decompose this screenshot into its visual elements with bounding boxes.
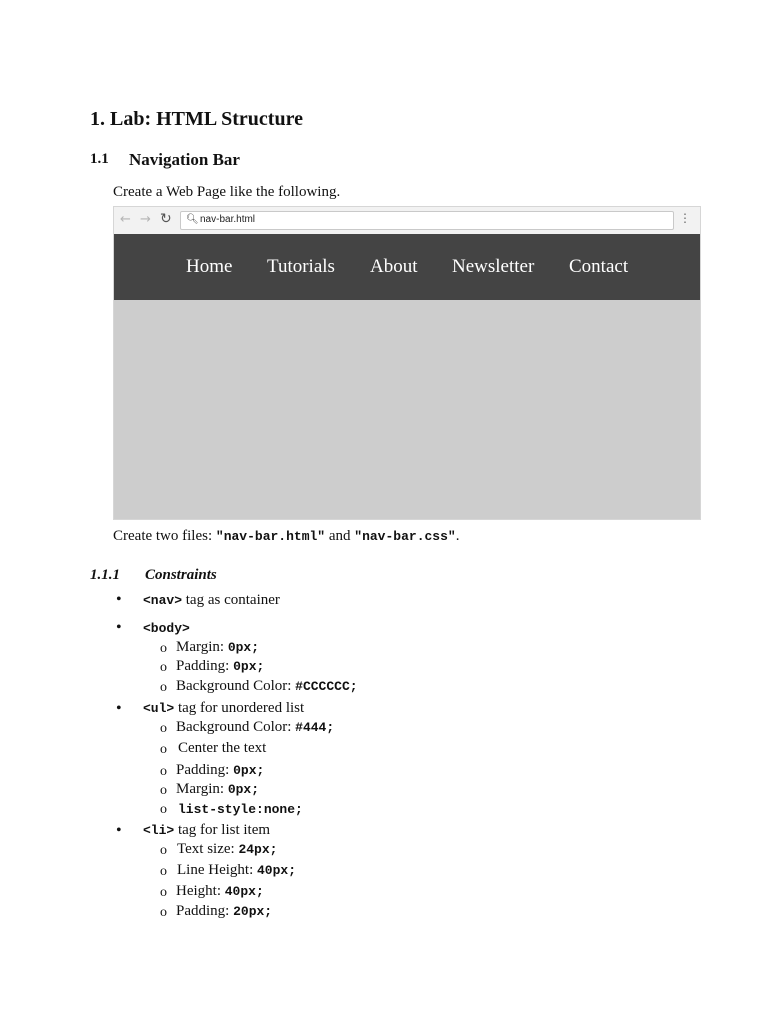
constraint-nav [143,592,280,609]
files-instruction [113,528,459,545]
files-middle: and [325,528,355,544]
constraint-li-text: tag for list item [174,822,271,838]
sub-bullet-icon: o [160,885,167,900]
file-name-css: "nav-bar.css" [354,529,456,544]
back-arrow-icon: ← [120,212,131,227]
sub-bullet-icon: o [160,783,167,798]
constraint-ul [143,700,304,717]
sub-bullet-icon: o [160,802,167,817]
sub-bullet-icon: o [160,680,167,695]
sub-bullet-icon: o [160,742,167,757]
constraint-nav-text: tag as container [182,592,280,608]
sub-bullet-icon: o [160,764,167,779]
tag-nav: <nav> [143,593,183,608]
body-margin: Margin: 0px; [176,639,260,655]
nav-item-newsletter: Newsletter [452,256,535,277]
subsection-title: Constraints [145,567,217,583]
nav-item-about: About [370,256,418,277]
sub-bullet-icon: o [160,660,167,675]
bullet-icon: • [116,591,122,608]
tag-li: <li> [143,823,175,838]
constraint-ul-text: tag for unordered list [174,700,305,716]
section-number: 1.1 [90,151,109,167]
ul-margin: Margin: 0px; [176,781,260,797]
li-text-size: Text size: 24px; [177,841,278,857]
demo-nav-bar [114,234,700,300]
bullet-icon: • [116,619,122,636]
section-title: Navigation Bar [129,150,240,169]
browser-screenshot [113,206,701,520]
files-prefix: Create two files: [113,528,216,544]
intro-text: Create a Web Page like the following. [113,184,341,200]
page-title: 1. Lab: HTML Structure [90,108,303,130]
search-icon: 🔍︎ [186,214,199,225]
li-padding: Padding: 20px; [176,903,273,919]
bullet-icon: • [116,822,122,839]
body-background: Background Color: #CCCCCC; [176,678,358,694]
ul-padding: Padding: 0px; [176,762,265,778]
sub-bullet-icon: o [160,905,167,920]
address-bar [180,211,674,230]
nav-item-contact: Contact [569,256,629,277]
files-suffix: . [455,528,460,544]
nav-item-tutorials: Tutorials [267,256,335,277]
constraint-li [143,822,270,839]
file-name-html: "nav-bar.html" [215,529,326,544]
ul-center: Center the text [178,740,267,756]
constraint-body [143,620,190,637]
forward-arrow-icon: → [140,212,151,227]
sub-bullet-icon: o [160,641,167,656]
nav-item-home: Home [186,256,233,277]
ul-background: Background Color: #444; [176,719,335,735]
subsection-number: 1.1.1 [90,567,120,583]
li-line-height: Line Height: 40px; [177,862,296,878]
reload-icon: ↻ [160,211,172,227]
bullet-icon: • [116,700,122,717]
tag-body: <body> [143,621,190,636]
sub-bullet-icon: o [160,721,167,736]
ul-list-style: list-style:none; [178,802,303,817]
menu-dots-icon: ⋮ [679,211,691,225]
body-padding: Padding: 0px; [176,658,265,674]
tag-ul: <ul> [143,701,175,716]
sub-bullet-icon: o [160,864,167,879]
browser-toolbar [114,207,700,235]
address-bar-url: nav-bar.html [200,214,256,225]
li-height: Height: 40px; [176,883,264,899]
sub-bullet-icon: o [160,843,167,858]
